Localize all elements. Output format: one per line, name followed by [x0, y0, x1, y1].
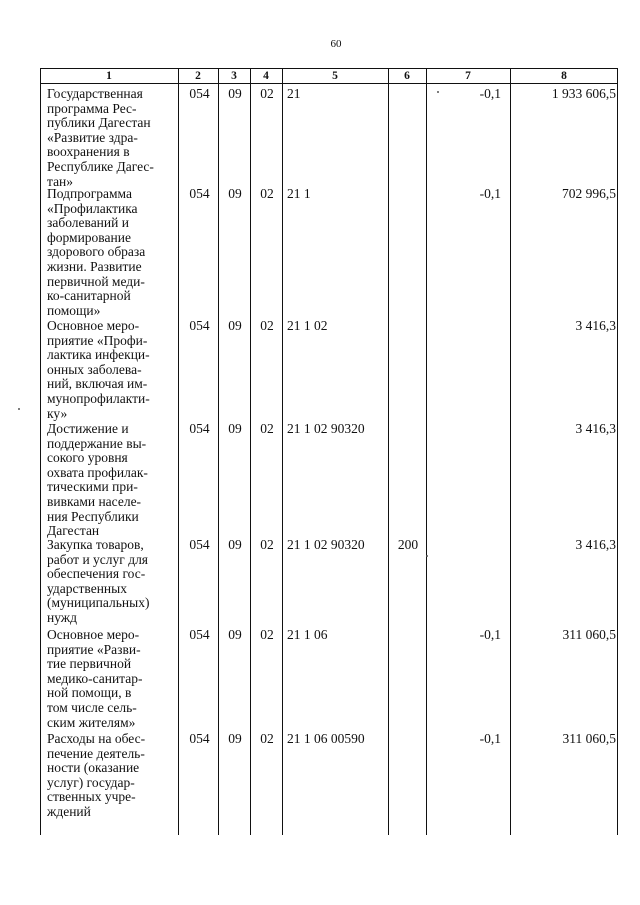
- target-article-code: 21: [287, 86, 301, 101]
- row-name-line: Государственная: [47, 86, 143, 101]
- ministry-code: 054: [189, 86, 210, 101]
- row-name-line: публики Дагестан: [47, 115, 151, 131]
- row-name-line: онных заболева-: [47, 361, 142, 377]
- row-name-line: жизни. Развитие: [47, 258, 142, 274]
- row-name-line: «Развитие здра-: [47, 129, 138, 145]
- scan-speck: [18, 408, 20, 410]
- row-name-line: формирование: [47, 229, 131, 245]
- row-name-line: Основное меро-: [47, 627, 140, 642]
- target-article-code: 21 1 02 90320: [287, 537, 365, 552]
- row-name-line: ским жителям»: [47, 714, 136, 730]
- section-code: 09: [228, 627, 242, 642]
- row-name: [47, 319, 179, 421]
- row-name-line: ко-санитарной: [47, 288, 131, 304]
- section-code: 09: [228, 421, 242, 436]
- row-name: [47, 187, 179, 318]
- subsection-code: 02: [260, 318, 274, 333]
- target-article-code: 21 1 02: [287, 318, 328, 333]
- row-name-line: Закупка товаров,: [47, 537, 144, 552]
- change-amount: -0,1: [479, 186, 501, 201]
- change-amount: -0,1: [479, 731, 501, 746]
- row-name-line: ний, включая им-: [47, 376, 148, 392]
- row-name-line: поддержание вы-: [47, 435, 147, 451]
- column-rule: [510, 69, 511, 835]
- ministry-code: 054: [189, 186, 210, 201]
- scan-speck: [426, 555, 428, 557]
- row-name: [47, 422, 179, 539]
- budget-table: [40, 68, 618, 835]
- row-name-line: тан»: [47, 173, 74, 189]
- row-name-line: услуг) государ-: [47, 774, 135, 790]
- change-amount: -0,1: [479, 627, 501, 642]
- subsection-code: 02: [260, 627, 274, 642]
- row-name-line: мунопрофилакти-: [47, 390, 150, 406]
- row-name-line: нужд: [47, 609, 77, 625]
- row-name-line: здорового образа: [47, 244, 146, 260]
- target-article-code: 21 1 06 00590: [287, 731, 365, 746]
- row-name-line: обеспечения гос-: [47, 566, 146, 582]
- header-cell: 1: [106, 70, 112, 82]
- change-amount: -0,1: [479, 86, 501, 101]
- ministry-code: 054: [189, 627, 210, 642]
- row-name-line: ственных учре-: [47, 789, 136, 805]
- header-cell: 6: [404, 70, 410, 82]
- row-name-line: приятие «Разви-: [47, 641, 141, 657]
- target-article-code: 21 1: [287, 186, 311, 201]
- subsection-code: 02: [260, 731, 274, 746]
- row-name-line: ной помощи, в: [47, 685, 132, 701]
- row-name-line: ждений: [47, 803, 91, 819]
- row-name: [47, 628, 179, 730]
- row-name-line: лактика инфекци-: [47, 347, 150, 363]
- row-name-line: ния Республики: [47, 508, 139, 524]
- section-code: 09: [228, 86, 242, 101]
- ministry-code: 054: [189, 421, 210, 436]
- row-name: [47, 732, 179, 820]
- row-name-line: заболеваний и: [47, 215, 129, 231]
- row-name: [47, 538, 179, 626]
- section-code: 09: [228, 318, 242, 333]
- column-rule: [388, 69, 389, 835]
- total-amount: 1 933 606,5: [551, 86, 616, 101]
- column-rule: [282, 69, 283, 835]
- row-name-line: (муниципальных): [47, 595, 150, 611]
- ministry-code: 054: [189, 731, 210, 746]
- row-name-line: медико-санитар-: [47, 670, 143, 686]
- table-header: [40, 69, 618, 84]
- row-name-line: том числе сель-: [47, 699, 137, 715]
- total-amount: 311 060,5: [562, 731, 616, 746]
- section-code: 09: [228, 186, 242, 201]
- subsection-code: 02: [260, 421, 274, 436]
- total-amount: 311 060,5: [562, 627, 616, 642]
- header-cell: 2: [195, 70, 201, 82]
- column-rule: [250, 69, 251, 835]
- target-article-code: 21 1 06: [287, 627, 328, 642]
- expense-type-code: 200: [397, 537, 419, 552]
- scan-speck: [437, 91, 439, 93]
- header-cell: 8: [561, 70, 567, 82]
- row-name-line: печение деятель-: [47, 745, 145, 761]
- row-name-line: Подпрограмма: [47, 186, 132, 201]
- row-name-line: вивками населе-: [47, 493, 142, 509]
- row-name-line: приятие «Профи-: [47, 332, 148, 348]
- ministry-code: 054: [189, 318, 210, 333]
- row-name-line: программа Рес-: [47, 100, 137, 116]
- row-name-line: Основное меро-: [47, 318, 140, 333]
- row-name-line: первичной меди-: [47, 273, 145, 289]
- column-rule: [426, 69, 427, 835]
- section-code: 09: [228, 731, 242, 746]
- row-name-line: воохранения в: [47, 144, 130, 160]
- target-article-code: 21 1 02 90320: [287, 421, 365, 436]
- header-cell: 4: [263, 70, 269, 82]
- row-name-line: тическими при-: [47, 479, 138, 495]
- row-name: [47, 87, 179, 189]
- row-name-line: Достижение и: [47, 421, 129, 436]
- row-name-line: сокого уровня: [47, 450, 128, 466]
- subsection-code: 02: [260, 186, 274, 201]
- column-rule: [40, 69, 41, 835]
- row-name-line: помощи»: [47, 302, 101, 318]
- total-amount: 3 416,3: [575, 537, 616, 552]
- header-cell: 3: [231, 70, 237, 82]
- subsection-code: 02: [260, 86, 274, 101]
- subsection-code: 02: [260, 537, 274, 552]
- row-name-line: Расходы на обес-: [47, 731, 146, 746]
- row-name-line: ности (оказание: [47, 760, 140, 776]
- row-name-line: работ и услуг для: [47, 551, 149, 567]
- row-name-line: Дагестан: [47, 523, 100, 539]
- row-name-line: Республике Дагес-: [47, 158, 154, 174]
- page-number: 60: [330, 38, 342, 50]
- total-amount: 3 416,3: [575, 421, 616, 436]
- ministry-code: 054: [189, 537, 210, 552]
- header-cell: 5: [332, 70, 338, 82]
- row-name-line: охвата профилак-: [47, 464, 148, 480]
- header-cell: 7: [465, 70, 471, 82]
- row-name-line: ударственных: [47, 580, 127, 596]
- row-name-line: тие первичной: [47, 656, 132, 672]
- column-rule: [617, 69, 618, 835]
- row-name-line: ку»: [47, 405, 68, 421]
- row-name-line: «Профилактика: [47, 200, 138, 216]
- total-amount: 3 416,3: [575, 318, 616, 333]
- total-amount: 702 996,5: [562, 186, 616, 201]
- column-rule: [218, 69, 219, 835]
- section-code: 09: [228, 537, 242, 552]
